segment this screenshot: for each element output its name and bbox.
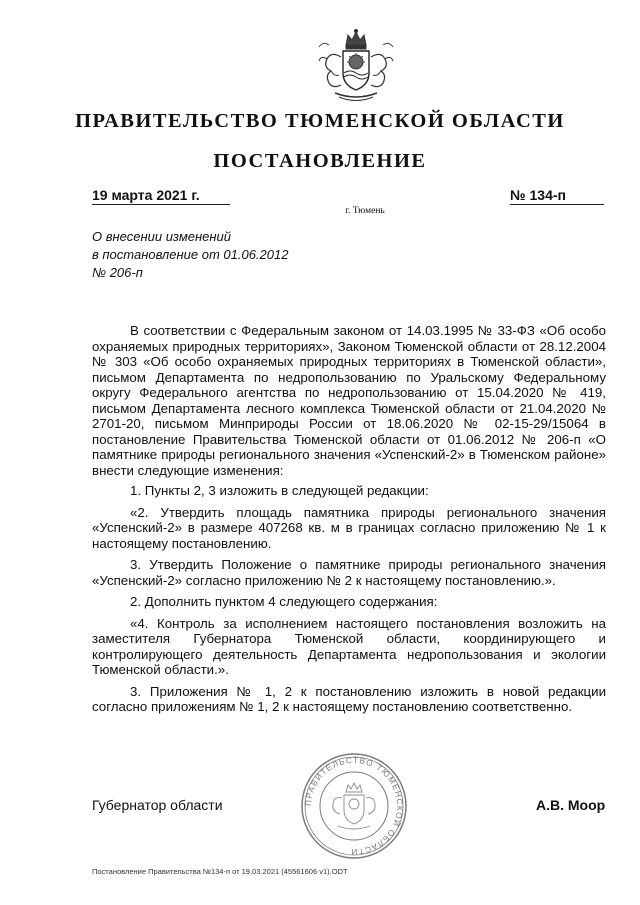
document-footer: Постановление Правительства №134-п от 19.03.2021 (45561606 v1).ODT [92,867,348,876]
paragraph-item-4-text: «4. Контроль за исполнением настоящего постановления возложить на заместителя Губернатора Тюменской области, координирующего и контролирующего деятельность Департамента недропользования и экологии Тюменской области.». [92,615,606,677]
seal-text: ПРАВИТЕЛЬСТВО ТЮМЕНСКОЙ ОБЛАСТИ [303,755,405,857]
paragraph-item-3: 3. Приложения № 1, 2 к постановлению изложить в новой редакции согласно приложениям № 1, 2 к настоящему постановлению соответственно. [92,683,606,714]
signature-position: Губернатор области [92,797,223,813]
paragraph-item-2-text: «2. Утвердить площадь памятника природы регионального значения «Успенский-2» в размере 407268 кв. м в границах согласно приложению № 1 к настоящему постановлению. [92,504,606,551]
subject-line-2: в постановление от 01.06.2012 [92,247,289,262]
paragraph-item-2: 2. Дополнить пунктом 4 следующего содержания: [130,594,438,609]
document-number: № 134-п [510,187,604,205]
subject-line-1: О внесении изменений [92,229,231,244]
document-body [92,323,606,721]
document-type: ПОСТАНОВЛЕНИЕ [213,150,427,172]
paragraph-item-1: 1. Пункты 2, 3 изложить в следующей редакции: [130,483,429,498]
paragraph-item-3-text: 3. Утвердить Положение о памятнике природы регионального значения «Успенский-2» согласно приложению № 2 к настоящему постановлению.». [92,557,606,588]
paragraph-preamble: В соответствии с Федеральным законом от 14.03.1995 № 33-ФЗ «Об особо охраняемых природных территориях», Законом Тюменской области от 28.12.2004 № 303 «Об особо охраняемых природных территориях в Тюменской области», письмом Департамента по недропользованию по Уральскому Федеральному округу Федерального агентства по недропользованию от 15.04.2020 № 419, письмом Департамента лесного комплекса Тюменской области от 21.04.2020 № 2701-20, письмом Минприроды России от 18.06.2020 № 02-15-29/15064 в постановление Правительства Тюменской области от 01.06.2012 № 206-п «О памятнике природы регионального значения «Успенский-2» в Тюменском районе» внести следующие изменения: [92,323,606,478]
svg-text:ПРАВИТЕЛЬСТВО ТЮМЕНСКОЙ ОБЛАСТ [304,756,404,856]
organization-title: ПРАВИТЕЛЬСТВО ТЮМЕНСКОЙ ОБЛАСТИ [75,110,565,132]
document-city: г. Тюмень [345,206,385,216]
signature-name: А.В. Моор [536,797,606,813]
document-date: 19 марта 2021 г. [92,187,230,205]
official-seal-icon [300,752,408,860]
subject-line-3: № 206-п [92,265,143,280]
coat-of-arms-icon [313,27,399,107]
document-subject [92,228,288,282]
